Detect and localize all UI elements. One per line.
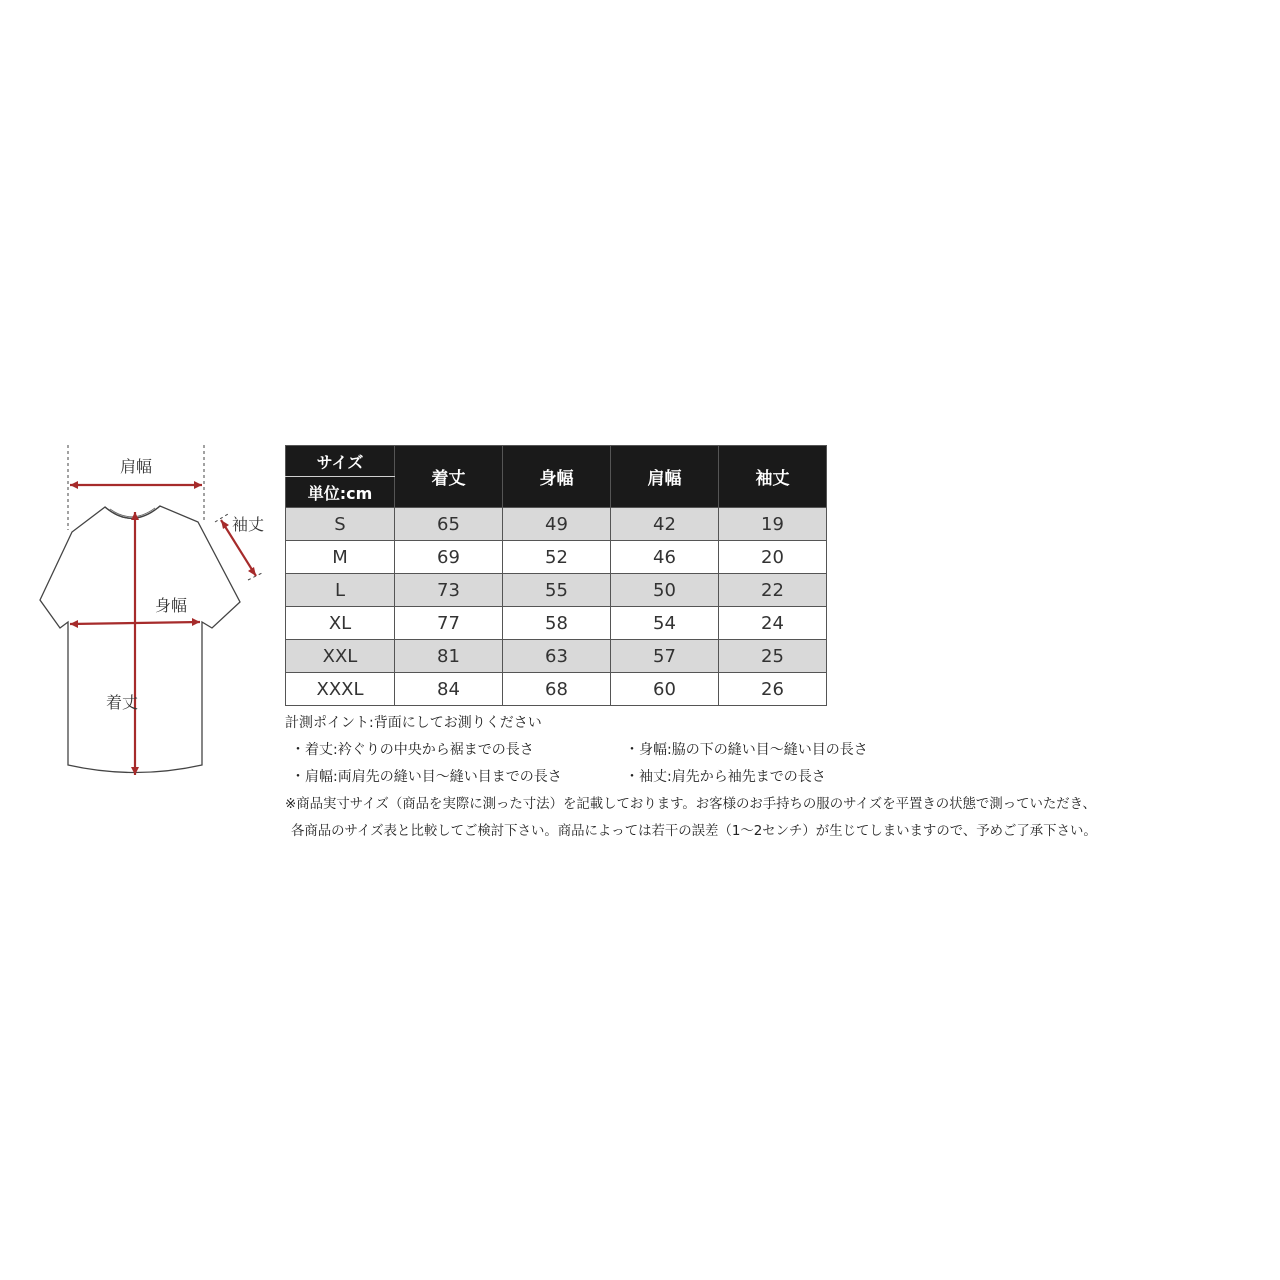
- table-cell: 22: [719, 574, 827, 607]
- disclaimer-line-1: ※商品実寸サイズ（商品を実際に測った寸法）を記載しております。お客様のお手持ちの服のサイズを平置きの状態で測っていただき、: [285, 797, 1096, 812]
- table-cell: 24: [719, 607, 827, 640]
- header-sleeve: 袖丈: [719, 446, 827, 508]
- notes-title: 計測ポイント:背面にしてお測りください: [285, 715, 542, 731]
- size-cell: XXXL: [286, 673, 395, 706]
- size-chart-table: [285, 445, 827, 706]
- table-cell: 54: [611, 607, 719, 640]
- size-cell: XL: [286, 607, 395, 640]
- table-header-row: [286, 446, 827, 477]
- table-cell: 60: [611, 673, 719, 706]
- table-cell: 57: [611, 640, 719, 673]
- header-shoulder: 肩幅: [611, 446, 719, 508]
- table-row: [286, 607, 827, 640]
- table-cell: 49: [503, 508, 611, 541]
- header-chest: 身幅: [503, 446, 611, 508]
- header-unit: 単位:cm: [286, 477, 395, 508]
- table-cell: 81: [395, 640, 503, 673]
- table-row: [286, 673, 827, 706]
- total-length-label: 着丈: [106, 693, 139, 712]
- table-cell: 69: [395, 541, 503, 574]
- table-cell: 20: [719, 541, 827, 574]
- table-cell: 42: [611, 508, 719, 541]
- size-cell: XXL: [286, 640, 395, 673]
- table-cell: 46: [611, 541, 719, 574]
- sleeve-length-label: 袖丈: [232, 515, 265, 534]
- table-row: [286, 574, 827, 607]
- measurement-lines: [0, 430, 285, 800]
- table-cell: 68: [503, 673, 611, 706]
- header-size: サイズ: [286, 446, 395, 477]
- table-cell: 65: [395, 508, 503, 541]
- table-cell: 58: [503, 607, 611, 640]
- size-cell: L: [286, 574, 395, 607]
- table-row: [286, 541, 827, 574]
- table-cell: 50: [611, 574, 719, 607]
- shoulder-note: ・肩幅:両肩先の縫い目～縫い目までの長さ: [291, 769, 562, 785]
- table-cell: 73: [395, 574, 503, 607]
- size-cell: M: [286, 541, 395, 574]
- chest-note: ・身幅:脇の下の縫い目～縫い目の長さ: [625, 742, 868, 758]
- table-row: [286, 640, 827, 673]
- header-length: 着丈: [395, 446, 503, 508]
- table-row: [286, 508, 827, 541]
- table-cell: 26: [719, 673, 827, 706]
- tshirt-measurement-diagram: [0, 430, 285, 800]
- table-cell: 55: [503, 574, 611, 607]
- shoulder-width-label: 肩幅: [120, 457, 153, 476]
- table-cell: 63: [503, 640, 611, 673]
- sleeve-note: ・袖丈:肩先から袖先までの長さ: [625, 769, 826, 785]
- table-cell: 19: [719, 508, 827, 541]
- table-cell: 84: [395, 673, 503, 706]
- length-note: ・着丈:衿ぐりの中央から裾までの長さ: [291, 742, 534, 758]
- disclaimer-line-2: 各商品のサイズ表と比較してご検討下さい。商品によっては若干の誤差（1～2センチ）が生じてしまいますので、予めご了承下さい。: [291, 824, 1097, 839]
- table-cell: 77: [395, 607, 503, 640]
- chest-width-label: 身幅: [155, 596, 188, 615]
- table-cell: 52: [503, 541, 611, 574]
- table-cell: 25: [719, 640, 827, 673]
- size-cell: S: [286, 508, 395, 541]
